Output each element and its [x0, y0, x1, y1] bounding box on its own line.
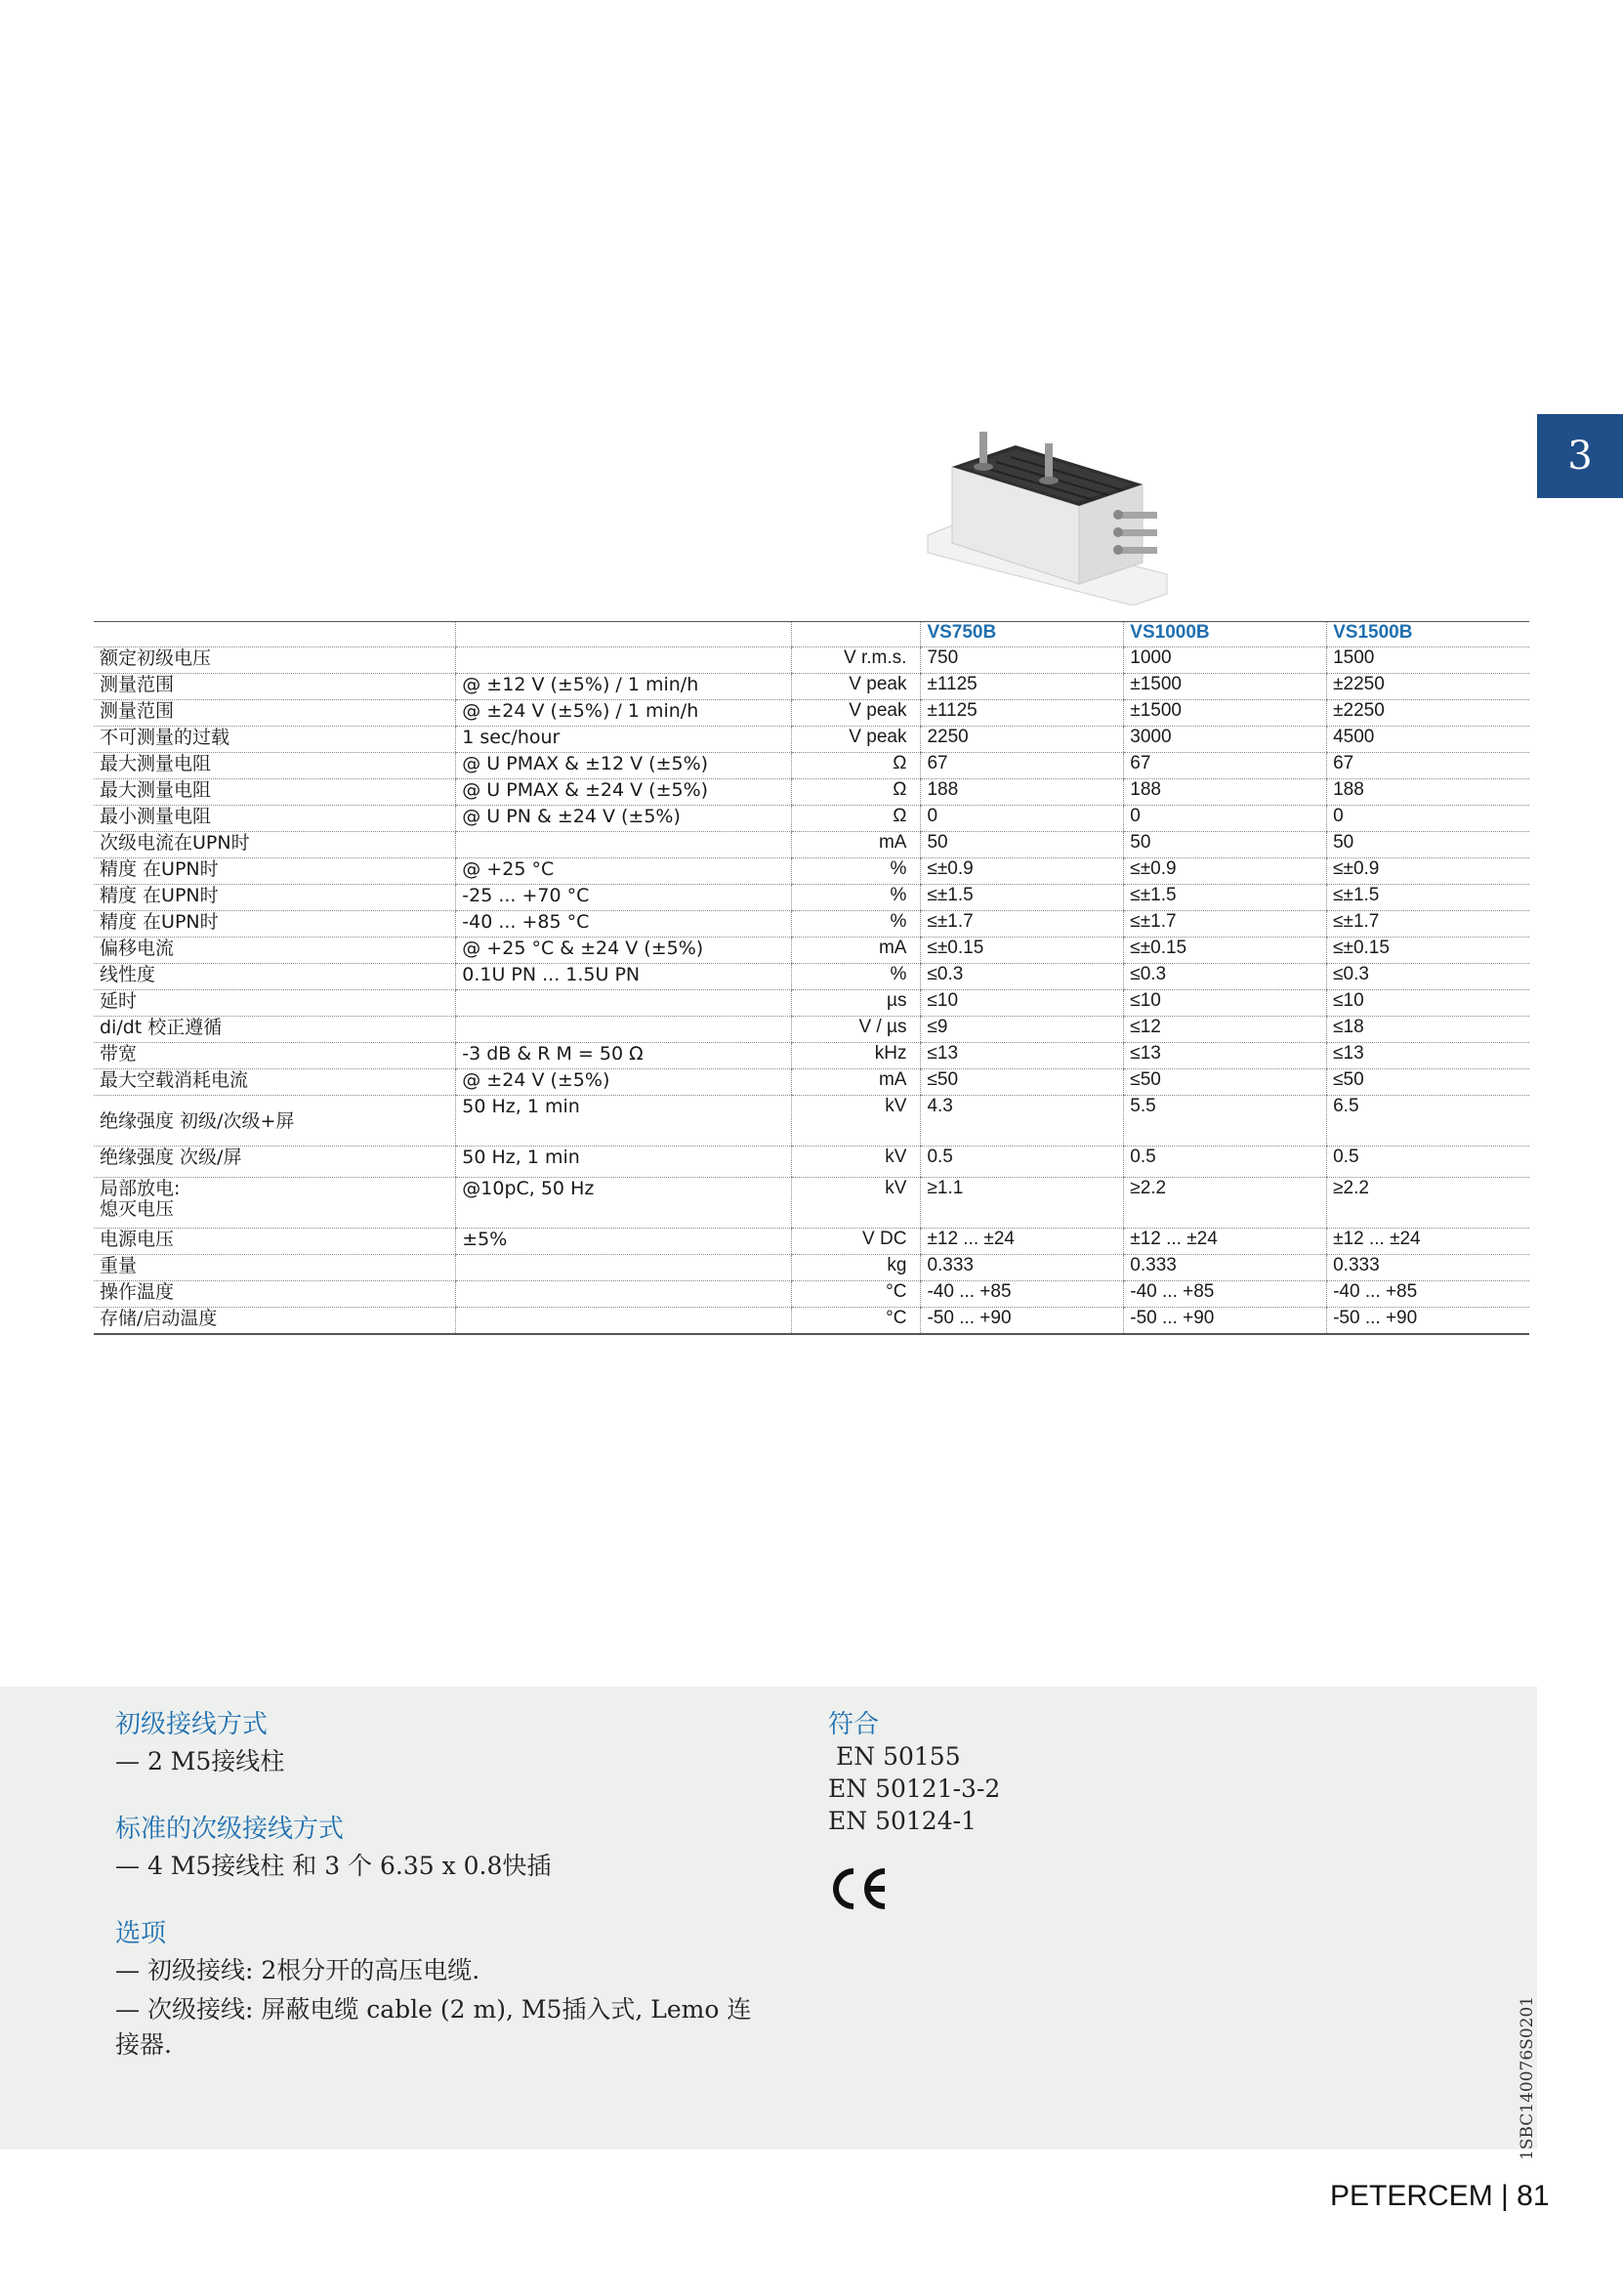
condition-cell: @ +25 °C [456, 858, 792, 885]
spec-row [94, 806, 1529, 832]
condition-cell: @ U PMAX & ±12 V (±5%) [456, 753, 792, 779]
document-code: 1SBC140076S0201 [1518, 1995, 1537, 2160]
product-image [923, 428, 1177, 605]
spec-row [94, 885, 1529, 911]
unit-cell: kV [792, 1178, 921, 1229]
spec-row [94, 1308, 1529, 1335]
condition-cell [456, 1017, 792, 1043]
condition-cell [456, 647, 792, 674]
value-cell: 0.333 [1124, 1255, 1327, 1281]
unit-cell: % [792, 858, 921, 885]
param-cell: 精度 在UPN时 [94, 885, 456, 911]
value-cell: ≤±1.7 [1327, 911, 1529, 938]
condition-cell: 50 Hz, 1 min [456, 1147, 792, 1178]
value-cell: 0.5 [921, 1147, 1124, 1178]
spec-row [94, 1043, 1529, 1069]
value-cell: ≤±1.5 [921, 885, 1124, 911]
conformity-info [828, 1704, 1316, 1839]
condition-cell: 50 Hz, 1 min [456, 1096, 792, 1147]
spec-row [94, 1255, 1529, 1281]
value-cell: 5.5 [1124, 1096, 1327, 1147]
value-cell: ≤0.3 [1124, 964, 1327, 990]
condition-cell: -40 ... +85 °C [456, 911, 792, 938]
condition-cell: @ ±24 V (±5%) [456, 1069, 792, 1096]
param-cell: 重量 [94, 1255, 456, 1281]
condition-cell: 1 sec/hour [456, 727, 792, 753]
value-cell: ≤50 [1124, 1069, 1327, 1096]
spec-row [94, 1017, 1529, 1043]
value-cell: -40 ... +85 [921, 1281, 1124, 1308]
value-cell: 50 [1124, 832, 1327, 858]
value-cell: ≤±0.9 [1327, 858, 1529, 885]
value-cell: ≥1.1 [921, 1178, 1124, 1229]
unit-cell: °C [792, 1308, 921, 1335]
unit-cell: Ω [792, 779, 921, 806]
value-cell: 4500 [1327, 727, 1529, 753]
value-cell: ≤±0.15 [1327, 938, 1529, 964]
param-cell: 次级电流在UPN时 [94, 832, 456, 858]
standard-item: EN 50155 [836, 1742, 961, 1771]
footer-brand: PETERCEM [1330, 2180, 1493, 2212]
value-cell: ±2250 [1327, 674, 1529, 700]
param-cell: 最大测量电阻 [94, 779, 456, 806]
param-cell: 操作温度 [94, 1281, 456, 1308]
spec-row [94, 1069, 1529, 1096]
value-cell: ≤0.3 [1327, 964, 1529, 990]
value-cell: 188 [921, 779, 1124, 806]
conformity-title: 符合 [828, 1710, 880, 1739]
value-cell: ±12 ... ±24 [1327, 1229, 1529, 1255]
spec-row [94, 990, 1529, 1017]
unit-cell: % [792, 885, 921, 911]
value-cell: ≤9 [921, 1017, 1124, 1043]
condition-cell: ±5% [456, 1229, 792, 1255]
spec-row [94, 832, 1529, 858]
spec-row [94, 647, 1529, 674]
value-cell: ≤±0.15 [1124, 938, 1327, 964]
table-header-row [94, 622, 1529, 647]
value-cell: 750 [921, 647, 1124, 674]
model-header: VS1000B [1124, 622, 1327, 647]
value-cell: 188 [1124, 779, 1327, 806]
value-cell: ≤10 [1124, 990, 1327, 1017]
value-cell: ≤±1.7 [1124, 911, 1327, 938]
value-cell: 50 [921, 832, 1124, 858]
spec-row [94, 727, 1529, 753]
options-text: — 次级接线: 屏蔽电缆 cable (2 m), M5插入式, Lemo 连 [115, 1995, 752, 2024]
value-cell: -40 ... +85 [1327, 1281, 1529, 1308]
condition-cell: -25 ... +70 °C [456, 885, 792, 911]
unit-cell: % [792, 911, 921, 938]
value-cell: ±12 ... ±24 [1124, 1229, 1327, 1255]
value-cell: 1000 [1124, 647, 1327, 674]
spec-row [94, 753, 1529, 779]
condition-cell: @10pC, 50 Hz [456, 1178, 792, 1229]
value-cell: ≥2.2 [1124, 1178, 1327, 1229]
chapter-tab [1537, 414, 1623, 498]
page-number: 81 [1517, 2180, 1550, 2212]
param-cell: 偏移电流 [94, 938, 456, 964]
value-cell: ±1500 [1124, 674, 1327, 700]
spec-row [94, 938, 1529, 964]
unit-cell: V / µs [792, 1017, 921, 1043]
value-cell: 67 [1124, 753, 1327, 779]
spec-row [94, 1229, 1529, 1255]
value-cell: ≤±0.9 [1124, 858, 1327, 885]
unit-cell: mA [792, 832, 921, 858]
unit-cell: Ω [792, 806, 921, 832]
value-cell: ≤±0.9 [921, 858, 1124, 885]
footer-separator: | [1501, 2180, 1518, 2212]
condition-cell [456, 1281, 792, 1308]
condition-cell: -3 dB & R M = 50 Ω [456, 1043, 792, 1069]
spec-row [94, 779, 1529, 806]
unit-cell: V r.m.s. [792, 647, 921, 674]
param-cell: 局部放电: 熄灭电压 [94, 1178, 456, 1229]
value-cell: 50 [1327, 832, 1529, 858]
page-footer [1330, 2180, 1550, 2213]
info-panel [0, 1687, 1537, 2150]
model-header: VS1500B [1327, 622, 1529, 647]
spec-row [94, 700, 1529, 727]
value-cell: 188 [1327, 779, 1529, 806]
unit-cell: V peak [792, 700, 921, 727]
spec-table [94, 621, 1529, 1335]
condition-cell [456, 1255, 792, 1281]
value-cell: 0.333 [1327, 1255, 1529, 1281]
value-cell: ±12 ... ±24 [921, 1229, 1124, 1255]
value-cell: 0.5 [1124, 1147, 1327, 1178]
value-cell: 0.5 [1327, 1147, 1529, 1178]
value-cell: 2250 [921, 727, 1124, 753]
value-cell: -50 ... +90 [921, 1308, 1124, 1335]
value-cell: ≤10 [921, 990, 1124, 1017]
value-cell: 1500 [1327, 647, 1529, 674]
options-title: 选项 [115, 1919, 167, 1948]
param-cell: 带宽 [94, 1043, 456, 1069]
spec-row [94, 1178, 1529, 1229]
secondary-connection-title: 标准的次级接线方式 [115, 1815, 345, 1844]
unit-cell: kV [792, 1096, 921, 1147]
param-cell: 不可测量的过载 [94, 727, 456, 753]
value-cell: ≤13 [1327, 1043, 1529, 1069]
unit-cell: kV [792, 1147, 921, 1178]
value-cell: ≤18 [1327, 1017, 1529, 1043]
value-cell: ≤13 [1124, 1043, 1327, 1069]
param-cell: 最大空载消耗电流 [94, 1069, 456, 1096]
spec-row [94, 858, 1529, 885]
secondary-connection-text: — 4 M5接线柱 和 3 个 6.35 x 0.8快插 [115, 1852, 552, 1880]
unit-cell: V DC [792, 1229, 921, 1255]
param-cell: 电源电压 [94, 1229, 456, 1255]
model-header: VS750B [921, 622, 1124, 647]
options-text: — 初级接线: 2根分开的高压电缆. [115, 1956, 480, 1984]
condition-cell: @ ±12 V (±5%) / 1 min/h [456, 674, 792, 700]
condition-cell: 0.1U PN ... 1.5U PN [456, 964, 792, 990]
value-cell: 0 [1327, 806, 1529, 832]
param-cell: 最大测量电阻 [94, 753, 456, 779]
unit-cell: °C [792, 1281, 921, 1308]
value-cell: -50 ... +90 [1124, 1308, 1327, 1335]
spec-row [94, 964, 1529, 990]
param-cell: 线性度 [94, 964, 456, 990]
value-cell: ≤±1.5 [1327, 885, 1529, 911]
spec-row [94, 1147, 1529, 1178]
value-cell: ±1125 [921, 674, 1124, 700]
param-cell: 精度 在UPN时 [94, 911, 456, 938]
value-cell: 0 [1124, 806, 1327, 832]
param-cell: di/dt 校正遵循 [94, 1017, 456, 1043]
value-cell: ≥2.2 [1327, 1178, 1529, 1229]
unit-cell: V peak [792, 674, 921, 700]
unit-cell: mA [792, 1069, 921, 1096]
standard-item: EN 50121-3-2 [828, 1774, 1001, 1803]
value-cell: ≤50 [921, 1069, 1124, 1096]
condition-cell: @ U PMAX & ±24 V (±5%) [456, 779, 792, 806]
unit-cell: mA [792, 938, 921, 964]
value-cell: 0 [921, 806, 1124, 832]
value-cell: ≤13 [921, 1043, 1124, 1069]
unit-cell: Ω [792, 753, 921, 779]
condition-cell: @ ±24 V (±5%) / 1 min/h [456, 700, 792, 727]
value-cell: -50 ... +90 [1327, 1308, 1529, 1335]
value-cell: 3000 [1124, 727, 1327, 753]
value-cell: ±1500 [1124, 700, 1327, 727]
value-cell: ±1125 [921, 700, 1124, 727]
param-cell: 额定初级电压 [94, 647, 456, 674]
spec-row [94, 911, 1529, 938]
connection-info [115, 1704, 779, 2092]
value-cell: 67 [921, 753, 1124, 779]
spec-row [94, 1096, 1529, 1147]
param-cell: 测量范围 [94, 700, 456, 727]
value-cell: ≤50 [1327, 1069, 1529, 1096]
standard-item: EN 50124-1 [828, 1807, 977, 1835]
param-cell: 存储/启动温度 [94, 1308, 456, 1335]
param-cell: 测量范围 [94, 674, 456, 700]
unit-cell: kg [792, 1255, 921, 1281]
value-cell: ≤±0.15 [921, 938, 1124, 964]
value-cell: ≤12 [1124, 1017, 1327, 1043]
value-cell: -40 ... +85 [1124, 1281, 1327, 1308]
value-cell: 4.3 [921, 1096, 1124, 1147]
spec-row [94, 1281, 1529, 1308]
options-text: 接器. [115, 2030, 172, 2059]
spec-row [94, 674, 1529, 700]
param-cell: 延时 [94, 990, 456, 1017]
chapter-number: 3 [1567, 434, 1593, 479]
unit-cell: % [792, 964, 921, 990]
value-cell: 0.333 [921, 1255, 1124, 1281]
unit-cell: µs [792, 990, 921, 1017]
condition-cell: @ U PN & ±24 V (±5%) [456, 806, 792, 832]
condition-cell: @ +25 °C & ±24 V (±5%) [456, 938, 792, 964]
unit-cell: V peak [792, 727, 921, 753]
param-cell: 绝缘强度 次级/屏 [94, 1147, 456, 1178]
value-cell: ≤±1.5 [1124, 885, 1327, 911]
condition-cell [456, 1308, 792, 1335]
condition-cell [456, 990, 792, 1017]
value-cell: ≤10 [1327, 990, 1529, 1017]
ce-mark-icon [828, 1865, 891, 1912]
primary-connection-title: 初级接线方式 [115, 1710, 269, 1739]
unit-cell: kHz [792, 1043, 921, 1069]
value-cell: 67 [1327, 753, 1529, 779]
param-cell: 绝缘强度 初级/次级+屏 [94, 1096, 456, 1147]
primary-connection-text: — 2 M5接线柱 [115, 1747, 285, 1775]
condition-cell [456, 832, 792, 858]
param-cell: 最小测量电阻 [94, 806, 456, 832]
value-cell: ≤±1.7 [921, 911, 1124, 938]
value-cell: ±2250 [1327, 700, 1529, 727]
value-cell: ≤0.3 [921, 964, 1124, 990]
value-cell: 6.5 [1327, 1096, 1529, 1147]
param-cell: 精度 在UPN时 [94, 858, 456, 885]
